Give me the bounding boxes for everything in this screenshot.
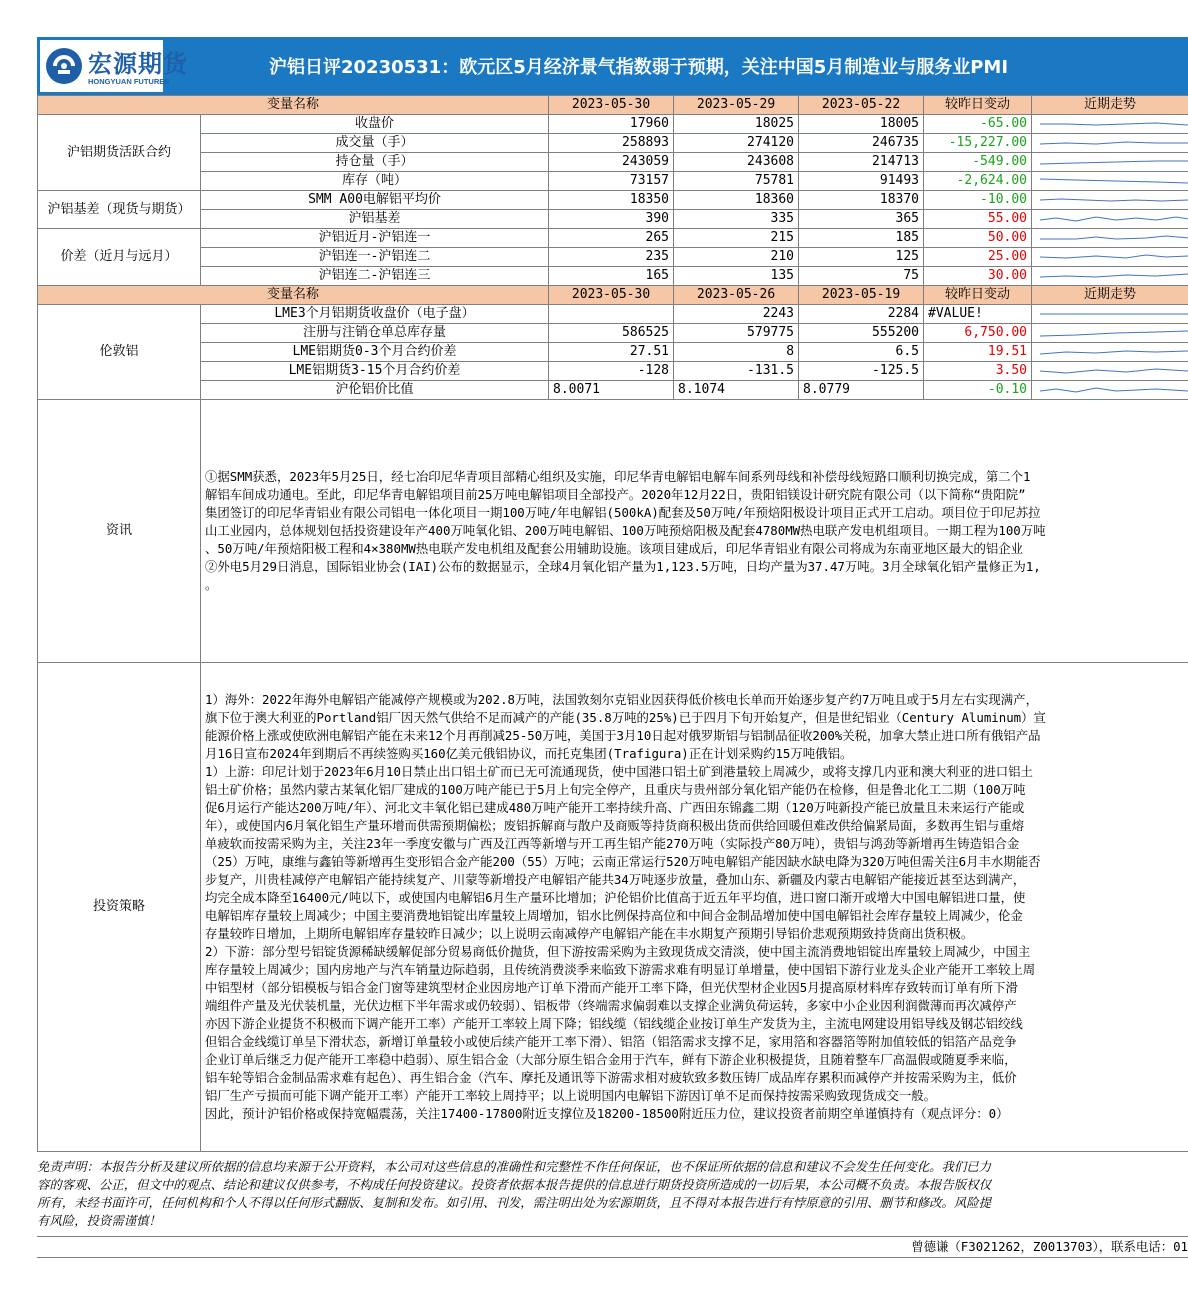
value-date-3: 6.5 bbox=[799, 343, 924, 362]
strategy-line: 1）海外：2022年海外电解铝产能减停产规模或为202.8万吨，法国敦刻尔克铝业因获得低价核电长单而开始逐步复产约7万吨且或于5月左右实现满产， bbox=[205, 692, 1038, 707]
row-name: LME铝期货3-15个月合约价差 bbox=[201, 362, 549, 381]
value-date-1: 8.0071 bbox=[549, 381, 674, 400]
value-date-3: 185 bbox=[799, 229, 924, 248]
value-date-2: 579775 bbox=[674, 324, 799, 343]
value-date-1: -128 bbox=[549, 362, 674, 381]
strategy-line: 铝土矿价格；虽然内蒙古某氧化铝厂建成的100万吨产能已于5月上旬完全停产，且重庆与贵州部分氧化铝产能仍在检修，但是鲁北化工二期（100万吨 bbox=[205, 782, 1026, 797]
table-row bbox=[38, 267, 1188, 286]
strategy-line: 中铝型材（部分铝模板与铝合金门窗等建筑型材企业因房地产订单下滑而产能开工率下降，但光伏型材企业因5月提高原材料库存致转而订单有所下滑 bbox=[205, 980, 1018, 995]
row-name: 收盘价 bbox=[201, 115, 549, 134]
logo-text-cn: 宏源期货 bbox=[88, 51, 188, 78]
value-date-1: 586525 bbox=[549, 324, 674, 343]
footer bbox=[37, 1236, 1188, 1258]
row-name: 沪铝连一-沪铝连二 bbox=[201, 248, 549, 267]
news-line: ①据SMM获悉，2023年5月25日，经七冶印尼华青项目部精心组织及实施，印尼华青电解铝电解车间系列母线和补偿母线短路口顺利切换完成，第二个1 bbox=[205, 469, 1031, 484]
value-date-2: 210 bbox=[674, 248, 799, 267]
strategy-row bbox=[38, 663, 1188, 1152]
value-date-3: 18370 bbox=[799, 191, 924, 210]
row-name: 沪铝近月-沪铝连一 bbox=[201, 229, 549, 248]
value-date-1: 258893 bbox=[549, 134, 674, 153]
disclaimer-line: 免责声明：本报告分析及建议所依据的信息均来源于公开资料，本公司对这些信息的准确性和完整性不作任何保证，也不保证所依据的信息和建议不会发生任何变化。我们已力 bbox=[37, 1159, 992, 1174]
value-date-2: 215 bbox=[674, 229, 799, 248]
value-date-1: 235 bbox=[549, 248, 674, 267]
table-row bbox=[38, 248, 1188, 267]
table2-header-row bbox=[38, 286, 1188, 305]
group-label-london: 伦敦铝 bbox=[38, 305, 201, 400]
strategy-line: 1）上游：印尼计划于2023年6月10日禁止出口铝土矿而已无可流通现货，使中国港口铝土矿到港量较上周减少，或将支撑几内亚和澳大利亚的进口铝土 bbox=[205, 764, 1033, 779]
header-trend: 近期走势 bbox=[1032, 96, 1188, 115]
header-date-3: 2023-05-19 bbox=[799, 286, 924, 305]
strategy-line: 单疲软而按需采购为主，关注23年一季度安徽与广西及江西等新增与开工再生铝产能270万吨（实际投产80万吨），贵铝与鸿劲等新增再生铸造铝合金 bbox=[205, 836, 1020, 851]
table-row bbox=[38, 362, 1188, 381]
strategy-line: 2）下游：部分型号铝锭货源稀缺缓解促部分贸易商低价抛货，但下游按需采购为主致现货成交清淡，使中国主流消费地铝锭出库量较上周减少，中国主 bbox=[205, 944, 1031, 959]
disclaimer-line: 所有，未经书面许可，任何机构和个人不得以任何形式翻版、复制和发布。如引用、刊发，需注明出处为宏源期货，且不得对本报告进行有悖原意的引用、删节和修改。风险提 bbox=[37, 1195, 992, 1210]
row-name: 注册与注销仓单总库存量 bbox=[201, 324, 549, 343]
report-header bbox=[37, 37, 1188, 95]
strategy-line: 但铝合金线缆订单呈下滑状态，新增订单量较小或使后续产能开工率下滑）、铝箔（铝箔需求支撑不足，家用箔和容器箔等附加值较低的铝箔产品竞争 bbox=[205, 1034, 1017, 1049]
value-date-1: 265 bbox=[549, 229, 674, 248]
strategy-line: 端组件产量及光伏装机量，光伏边框下半年需求或仍较弱）、铝板带（终端需求偏弱难以支撑企业满负荷运转，多家中小企业因利润微薄而再次减停产 bbox=[205, 998, 1017, 1013]
value-date-2: 135 bbox=[674, 267, 799, 286]
row-name: SMM A00电解铝平均价 bbox=[201, 191, 549, 210]
row-name: LME铝期货0-3个月合约价差 bbox=[201, 343, 549, 362]
trend-sparkline bbox=[1032, 267, 1188, 286]
disclaimer-line: 有风险，投资需谨慎！ bbox=[37, 1213, 161, 1228]
value-date-1: 243059 bbox=[549, 153, 674, 172]
news-row bbox=[38, 400, 1188, 663]
header-change: 较昨日变动 bbox=[924, 286, 1032, 305]
strategy-line: 铝车轮等铝合金制品需求难有起色）、再生铝合金（汽车、摩托及通讯等下游需求相对疲软致多数压铸厂成品库存累积而减停产并按需采购为主，低价 bbox=[205, 1070, 1017, 1085]
strategy-line: 亦因下游企业提货不积极而下调产能开工率）产能开工率较上周下降；铝线缆（铝线缆企业按订单生产发货为主，主流电网建设用铝导线及钢芯铝绞线 bbox=[205, 1016, 1023, 1031]
strategy-line: 年），或使国内6月氧化铝生产量环增而供需预期偏松；废铝拆解商与散户及商贩等持货商积极出货而供给回暖但难改供给偏紧局面，多数再生铝与重熔 bbox=[205, 818, 1025, 833]
value-date-2: 2243 bbox=[674, 305, 799, 324]
row-name: LME3个月铝期货收盘价（电子盘） bbox=[201, 305, 549, 324]
header-date-3: 2023-05-22 bbox=[799, 96, 924, 115]
value-date-3: 91493 bbox=[799, 172, 924, 191]
report-title: 沪铝日评20230531：欧元区5月经济景气指数弱于预期，关注中国5月制造业与服务业PMI bbox=[269, 57, 1009, 78]
group-label-futures: 沪铝期货活跃合约 bbox=[38, 115, 201, 191]
value-date-2: 8.1074 bbox=[674, 381, 799, 400]
strategy-line: 铝厂生产亏损而可能下调产能开工率）产能开工率较上周持平；以上说明国内电解铝下游因订单不足而保持按需采购致现货成交一般。 bbox=[205, 1088, 937, 1103]
strategy-label: 投资策略 bbox=[38, 663, 201, 1152]
change-value: 55.00 bbox=[924, 210, 1032, 229]
news-line: 、50万吨/年预焙阳极工程和4×380MW热电联产发电机组及配套公用辅助设施。该项目建成后，印尼华青铝业有限公司将成为东南亚地区最大的铝企业 bbox=[205, 541, 1024, 556]
value-date-2: 335 bbox=[674, 210, 799, 229]
change-value: -549.00 bbox=[924, 153, 1032, 172]
value-date-2: 18360 bbox=[674, 191, 799, 210]
trend-sparkline bbox=[1032, 115, 1188, 134]
trend-sparkline bbox=[1032, 172, 1188, 191]
table-row bbox=[38, 153, 1188, 172]
change-value: -65.00 bbox=[924, 115, 1032, 134]
value-date-3: 75 bbox=[799, 267, 924, 286]
table-row bbox=[38, 210, 1188, 229]
change-value: 19.51 bbox=[924, 343, 1032, 362]
change-value: -0.10 bbox=[924, 381, 1032, 400]
change-value: 30.00 bbox=[924, 267, 1032, 286]
table-row bbox=[38, 229, 1188, 248]
change-value: 25.00 bbox=[924, 248, 1032, 267]
strategy-line: 库存量较上周减少；国内房地产与汽车销量边际趋弱，且传统消费淡季来临致下游需求难有明显订单增量，使中国铝下游行业龙头企业产能开工率较上周 bbox=[205, 962, 1036, 977]
table-row bbox=[38, 172, 1188, 191]
trend-sparkline bbox=[1032, 153, 1188, 172]
strategy-line: （25）万吨，康维与鑫铂等新增再生变形铝合金产能200（55）万吨；云南正常运行520万吨电解铝产能因缺水缺电降为320万吨但需关注6月丰水期能否 bbox=[205, 854, 1041, 869]
value-date-2: 18025 bbox=[674, 115, 799, 134]
trend-sparkline bbox=[1032, 362, 1188, 381]
table-row bbox=[38, 115, 1188, 134]
row-name: 持仓量（手） bbox=[201, 153, 549, 172]
value-date-1: 73157 bbox=[549, 172, 674, 191]
strategy-line: 因此，预计沪铝价格或保持宽幅震荡，关注17400-17800附近支撑位及18200-18500附近压力位，建议投资者前期空单谨慎持有（观点评分：0） bbox=[205, 1106, 1009, 1121]
value-date-2: 274120 bbox=[674, 134, 799, 153]
value-date-3: 555200 bbox=[799, 324, 924, 343]
value-date-3: 365 bbox=[799, 210, 924, 229]
change-value: -10.00 bbox=[924, 191, 1032, 210]
value-date-1: 165 bbox=[549, 267, 674, 286]
trend-sparkline bbox=[1032, 305, 1188, 324]
table1-header-row bbox=[38, 96, 1188, 115]
trend-sparkline bbox=[1032, 229, 1188, 248]
table-row bbox=[38, 343, 1188, 362]
company-logo bbox=[40, 40, 188, 92]
trend-sparkline bbox=[1032, 324, 1188, 343]
strategy-line: 月16日宣布2024年到期后不再续签购买160亿美元俄铝协议，而托克集团(Trafigura)正在计划采购约15万吨俄铝。 bbox=[205, 746, 853, 761]
value-date-1: 390 bbox=[549, 210, 674, 229]
data-table bbox=[37, 95, 1188, 1152]
trend-sparkline bbox=[1032, 248, 1188, 267]
table-row bbox=[38, 191, 1188, 210]
value-date-3: 2284 bbox=[799, 305, 924, 324]
group-label-spread: 价差（近月与远月） bbox=[38, 229, 201, 286]
value-date-3: 214713 bbox=[799, 153, 924, 172]
change-value: -2,624.00 bbox=[924, 172, 1032, 191]
news-line: 山工业园内，总体规划包括投资建设年产400万吨氧化铝、200万吨电解铝、100万吨预焙阳极及配套4780MW热电联产发电机组项目。一期工程为100万吨 bbox=[205, 523, 1046, 538]
news-line: 解铝车间成功通电。至此，印尼华青电解铝项目前25万吨电解铝项目全部投产。2020年12月22日，贵阳铝镁设计研究院有限公司（以下简称“贵阳院” bbox=[205, 487, 1026, 502]
header-date-1: 2023-05-30 bbox=[549, 96, 674, 115]
value-date-1: 17960 bbox=[549, 115, 674, 134]
value-date-2: 243608 bbox=[674, 153, 799, 172]
trend-sparkline bbox=[1032, 134, 1188, 153]
change-value: #VALUE! bbox=[924, 305, 1032, 324]
report-sheet bbox=[37, 37, 1188, 1258]
header-date-1: 2023-05-30 bbox=[549, 286, 674, 305]
change-value: -15,227.00 bbox=[924, 134, 1032, 153]
value-date-2: 75781 bbox=[674, 172, 799, 191]
header-date-2: 2023-05-29 bbox=[674, 96, 799, 115]
strategy-line: 步复产，川贵桂减停产电解铝产能持续复产、川蒙等新增投产电解铝产能共34万吨逐步放量，叠加山东、新疆及内蒙古电解铝产能接近甚至达到满产， bbox=[205, 872, 1026, 887]
news-content bbox=[201, 400, 1188, 663]
trend-sparkline bbox=[1032, 210, 1188, 229]
hongyuan-logo-icon bbox=[44, 46, 84, 86]
row-name: 沪铝连二-沪铝连三 bbox=[201, 267, 549, 286]
value-date-3: 125 bbox=[799, 248, 924, 267]
header-date-2: 2023-05-26 bbox=[674, 286, 799, 305]
logo-text-en: HONGYUAN FUTURES bbox=[88, 77, 170, 86]
value-date-3: 18005 bbox=[799, 115, 924, 134]
strategy-line: 企业订单后继乏力促产能开工率稳中趋弱）、原生铝合金（大部分原生铝合金用于汽车，鲜有下游企业积极提货，且随着整车厂高温假或随夏季来临， bbox=[205, 1052, 1017, 1067]
news-label: 资讯 bbox=[38, 400, 201, 663]
disclaimer-line: 容的客观、公正，但文中的观点、结论和建议仅供参考，不构成任何投资建议。投资者依据本报告提供的信息进行期货投资所造成的一切后果，本公司概不负责。本报告版权仅 bbox=[37, 1177, 992, 1192]
strategy-line: 促6月运行产能达200万吨/年）、河北文丰氧化铝已建成480万吨产能开工率持续升高、广西田东锦鑫二期（120万吨新投产能已放量且未来运行产能或 bbox=[205, 800, 1025, 815]
strategy-line: 存量较昨日增加，上期所电解铝库存量较昨日减少；以上说明云南减停产电解铝产能在丰水期复产预期引导铝价悲观预期致持货商出货积极。 bbox=[205, 926, 974, 941]
strategy-line: 旗下位于澳大利亚的Portland铝厂因天然气供给不足而减产的产能(35.8万吨的25%)已于四月下旬开始复产，但是世纪铝业（Century Aluminum）宣 bbox=[205, 710, 1046, 725]
strategy-line: 能源价格上涨或使欧洲电解铝产能在未来12个月再削减25-50万吨，美国于3月10日起对俄罗斯铝与铝制品征收200%关税，加拿大禁止进口所有俄铝产品 bbox=[205, 728, 1041, 743]
header-variable-name: 变量名称 bbox=[38, 96, 549, 115]
value-date-3: -125.5 bbox=[799, 362, 924, 381]
strategy-line: 电解铝库存量较上周减少；中国主要消费地铝锭出库量较上周增加，铝水比例保持高位和中间合金制品增加使中国电解铝社会库存量较上周减少，伦金 bbox=[205, 908, 1023, 923]
table-row bbox=[38, 381, 1188, 400]
value-date-1: 27.51 bbox=[549, 343, 674, 362]
value-date-1: 18350 bbox=[549, 191, 674, 210]
row-name: 库存（吨） bbox=[201, 172, 549, 191]
value-date-3: 8.0779 bbox=[799, 381, 924, 400]
table-row bbox=[38, 324, 1188, 343]
row-name: 沪铝基差 bbox=[201, 210, 549, 229]
news-line: 。 bbox=[205, 577, 218, 592]
news-line: 集团签订的印尼华青铝业有限公司铝电一体化项目一期100万吨/年电解铝(500kA)配套及50万吨/年预焙阳极设计项目正式开工启动。项目位于印尼苏拉 bbox=[205, 505, 1041, 520]
table-row bbox=[38, 134, 1188, 153]
change-value: 50.00 bbox=[924, 229, 1032, 248]
header-variable-name: 变量名称 bbox=[38, 286, 549, 305]
trend-sparkline bbox=[1032, 343, 1188, 362]
change-value: 3.50 bbox=[924, 362, 1032, 381]
analyst-contact: 曾德谦（F3021262，Z0013703），联系电话：01 bbox=[911, 1239, 1188, 1254]
trend-sparkline bbox=[1032, 191, 1188, 210]
value-date-3: 246735 bbox=[799, 134, 924, 153]
news-line: ②外电5月29日消息，国际铝业协会(IAI)公布的数据显示，全球4月氧化铝产量为1,123.5万吨，日均产量为37.47万吨。3月全球氧化铝产量修正为1, bbox=[205, 559, 1041, 574]
header-trend: 近期走势 bbox=[1032, 286, 1188, 305]
group-label-basis: 沪铝基差（现货与期货） bbox=[38, 191, 201, 229]
value-date-2: -131.5 bbox=[674, 362, 799, 381]
header-change: 较昨日变动 bbox=[924, 96, 1032, 115]
row-name: 沪伦铝价比值 bbox=[201, 381, 549, 400]
strategy-content bbox=[201, 663, 1188, 1152]
table-row bbox=[38, 305, 1188, 324]
change-value: 6,750.00 bbox=[924, 324, 1032, 343]
trend-sparkline bbox=[1032, 381, 1188, 400]
disclaimer bbox=[37, 1152, 1188, 1236]
strategy-line: 均完全成本降至16400元/吨以下，或使国内电解铝6月生产量环比增加；沪伦铝价比值高于近五年平均值，进口窗口渐开或增大中国电解铝进口量，使 bbox=[205, 890, 1026, 905]
value-date-2: 8 bbox=[674, 343, 799, 362]
value-date-1 bbox=[549, 305, 674, 324]
row-name: 成交量（手） bbox=[201, 134, 549, 153]
